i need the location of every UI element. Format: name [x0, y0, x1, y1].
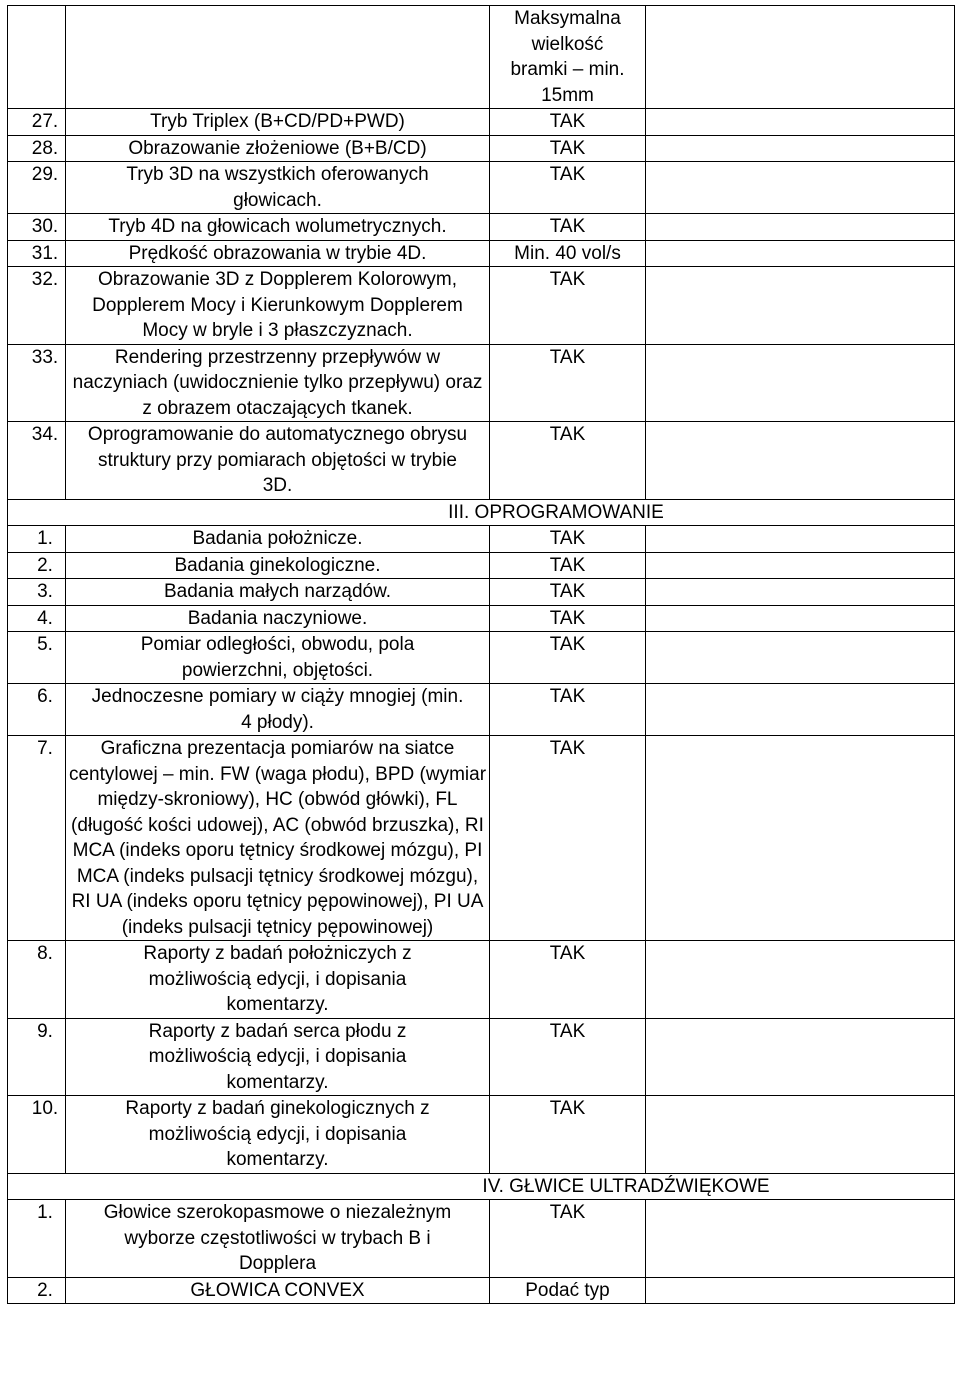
row-description: Badania naczyniowe. — [66, 605, 490, 632]
row-description: Oprogramowanie do automatycznego obrysu struktury przy pomiarach objętości w trybie 3D. — [66, 422, 490, 500]
row-value: TAK — [490, 552, 646, 579]
row-description: Badania małych narządów. — [66, 579, 490, 606]
row-value: TAK — [490, 267, 646, 345]
row-empty-cell — [646, 109, 955, 136]
row-number: 31. — [8, 240, 66, 267]
row-value: Podać typ — [490, 1277, 646, 1304]
row-number: 7. — [8, 736, 66, 941]
table-row — [8, 1200, 955, 1278]
row-value: TAK — [490, 344, 646, 422]
row-number: 6. — [8, 684, 66, 736]
row-value: TAK — [490, 1018, 646, 1096]
row-description: GŁOWICA CONVEX — [66, 1277, 490, 1304]
row-value: TAK — [490, 736, 646, 941]
row-description: Głowice szerokopasmowe o niezależnym wyborze częstotliwości w trybach B i Dopplera — [66, 1200, 490, 1278]
row-description: Raporty z badań ginekologicznych z możliwością edycji, i dopisania komentarzy. — [66, 1096, 490, 1174]
row-description: Obrazowanie 3D z Dopplerem Kolorowym, Dopplerem Mocy i Kierunkowym Dopplerem Mocy w bryle i 3 płaszczyznach. — [66, 267, 490, 345]
row-number: 9. — [8, 1018, 66, 1096]
row-description: Tryb 3D na wszystkich oferowanych głowicach. — [66, 162, 490, 214]
row-description — [66, 6, 490, 109]
row-empty-cell — [646, 736, 955, 941]
row-number: 8. — [8, 941, 66, 1019]
row-empty-cell — [646, 1200, 955, 1278]
table-row — [8, 605, 955, 632]
row-number: 4. — [8, 605, 66, 632]
row-description: Prędkość obrazowania w trybie 4D. — [66, 240, 490, 267]
table-row — [8, 684, 955, 736]
row-value: TAK — [490, 684, 646, 736]
row-empty-cell — [646, 240, 955, 267]
row-empty-cell — [646, 422, 955, 500]
row-number: 28. — [8, 135, 66, 162]
table-row — [8, 579, 955, 606]
row-empty-cell — [646, 684, 955, 736]
row-value: TAK — [490, 422, 646, 500]
row-value: TAK — [490, 605, 646, 632]
row-empty-cell — [646, 1018, 955, 1096]
section-heading-text: III. OPROGRAMOWANIE — [448, 501, 664, 523]
row-value: TAK — [490, 135, 646, 162]
row-number: 34. — [8, 422, 66, 500]
row-description: Jednoczesne pomiary w ciąży mnogiej (min. 4 płody). — [66, 684, 490, 736]
row-empty-cell — [646, 632, 955, 684]
row-number: 2. — [8, 552, 66, 579]
row-description: Badania położnicze. — [66, 526, 490, 553]
row-empty-cell — [646, 552, 955, 579]
row-description: Rendering przestrzenny przepływów w naczyniach (uwidocznienie tylko przepływu) oraz z obrazem otaczających tkanek. — [66, 344, 490, 422]
row-description: Badania ginekologiczne. — [66, 552, 490, 579]
row-number: 1. — [8, 526, 66, 553]
row-number: 30. — [8, 214, 66, 241]
row-value: TAK — [490, 214, 646, 241]
table-row — [8, 135, 955, 162]
row-value: TAK — [490, 579, 646, 606]
section-row — [8, 1173, 955, 1200]
row-description: Graficzna prezentacja pomiarów na siatce centylowej – min. FW (waga płodu), BPD (wymiar między-skroniowy), HC (obwód główki), FL (długość kości udowej), AC (obwód brzuszka), RI MCA (indeks oporu tętnicy środkowej mózgu), PI MCA (indeks pulsacji tętnicy środkowej mózgu), RI UA (indeks oporu tętnicy pępowinowej), PI UA (indeks pulsacji tętnicy pępowinowej) — [66, 736, 490, 941]
section-heading-oprogramowanie — [8, 499, 955, 526]
row-value: TAK — [490, 526, 646, 553]
row-number: 33. — [8, 344, 66, 422]
row-number: 3. — [8, 579, 66, 606]
row-value: Min. 40 vol/s — [490, 240, 646, 267]
row-description: Raporty z badań położniczych z możliwością edycji, i dopisania komentarzy. — [66, 941, 490, 1019]
row-value: TAK — [490, 941, 646, 1019]
table-row — [8, 162, 955, 214]
row-empty-cell — [646, 267, 955, 345]
row-empty-cell — [646, 526, 955, 553]
row-empty-cell — [646, 941, 955, 1019]
row-description: Pomiar odległości, obwodu, pola powierzchni, objętości. — [66, 632, 490, 684]
row-empty-cell — [646, 579, 955, 606]
table-row — [8, 632, 955, 684]
row-empty-cell — [646, 162, 955, 214]
table-row — [8, 267, 955, 345]
table-row — [8, 344, 955, 422]
row-empty-cell — [646, 135, 955, 162]
table-row — [8, 941, 955, 1019]
row-empty-cell — [646, 1277, 955, 1304]
table-row — [8, 736, 955, 941]
row-empty-cell — [646, 1096, 955, 1174]
row-value: Maksymalna wielkość bramki – min. 15mm — [490, 6, 646, 109]
row-description: Tryb Triplex (B+CD/PD+PWD) — [66, 109, 490, 136]
row-number: 32. — [8, 267, 66, 345]
section-heading-glowice — [8, 1173, 955, 1200]
table-row — [8, 240, 955, 267]
specification-table — [7, 5, 955, 1304]
table-row — [8, 552, 955, 579]
table-row — [8, 422, 955, 500]
row-value: TAK — [490, 1200, 646, 1278]
table-row — [8, 1018, 955, 1096]
row-empty-cell — [646, 605, 955, 632]
section-heading-text: IV. GŁWICE ULTRADŹWIĘKOWE — [482, 1175, 770, 1197]
table-row — [8, 526, 955, 553]
row-value: TAK — [490, 162, 646, 214]
row-empty-cell — [646, 6, 955, 109]
row-number: 1. — [8, 1200, 66, 1278]
row-number: 2. — [8, 1277, 66, 1304]
table-row — [8, 1096, 955, 1174]
table-row — [8, 6, 955, 109]
row-description: Raporty z badań serca płodu z możliwością edycji, i dopisania komentarzy. — [66, 1018, 490, 1096]
section-row — [8, 499, 955, 526]
row-number — [8, 6, 66, 109]
row-description: Obrazowanie złożeniowe (B+B/CD) — [66, 135, 490, 162]
row-description: Tryb 4D na głowicach wolumetrycznych. — [66, 214, 490, 241]
row-number: 27. — [8, 109, 66, 136]
row-value: TAK — [490, 632, 646, 684]
row-value: TAK — [490, 1096, 646, 1174]
row-number: 29. — [8, 162, 66, 214]
table-row — [8, 109, 955, 136]
table-row — [8, 1277, 955, 1304]
row-number: 10. — [8, 1096, 66, 1174]
row-value: TAK — [490, 109, 646, 136]
row-empty-cell — [646, 344, 955, 422]
table-row — [8, 214, 955, 241]
row-empty-cell — [646, 214, 955, 241]
row-number: 5. — [8, 632, 66, 684]
